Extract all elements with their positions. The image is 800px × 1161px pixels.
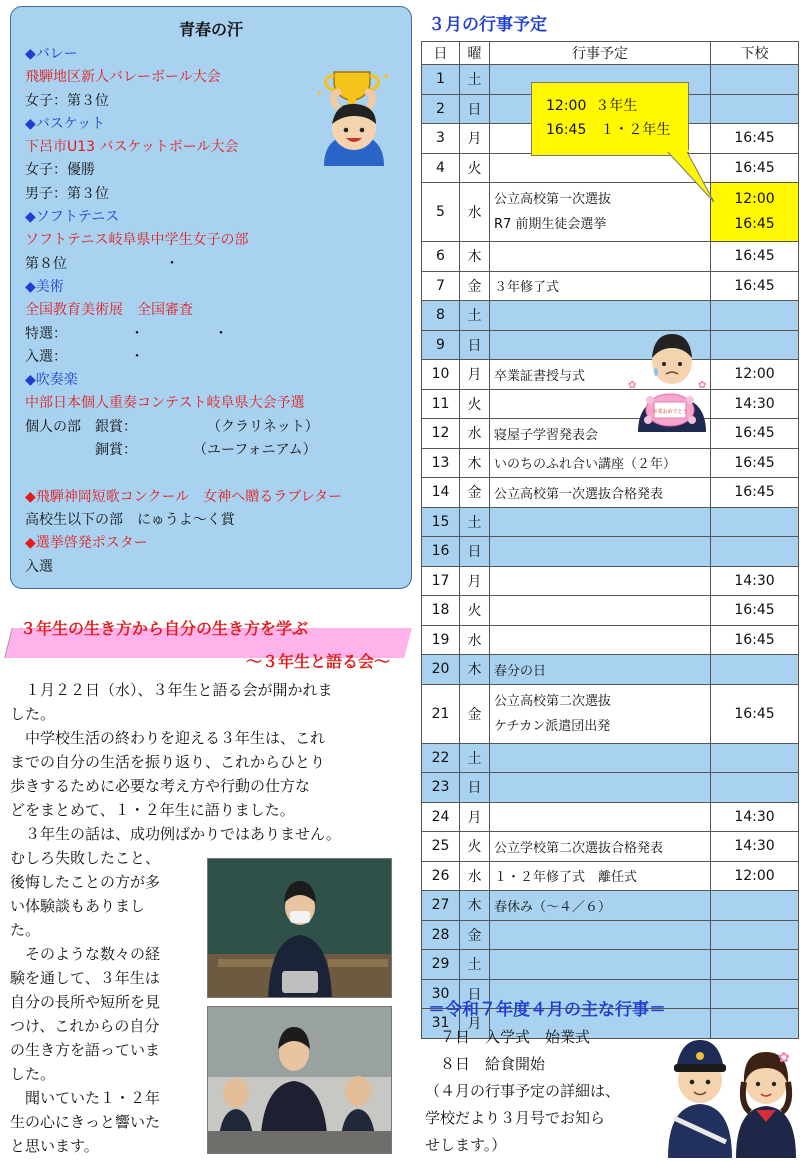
- article-line: そのような数々の経: [10, 945, 161, 963]
- schedule-day: 1: [422, 65, 460, 95]
- schedule-row: [422, 478, 799, 508]
- achievement-detail: 男子：第３位: [25, 185, 109, 202]
- schedule-row: [422, 861, 799, 891]
- schedule-dismissal-time: 16:45: [711, 242, 799, 272]
- article-line: 験を通して、３年生は: [10, 969, 160, 987]
- schedule-dismissal-time: 16:45: [711, 684, 799, 743]
- schedule-day: 19: [422, 625, 460, 655]
- header-dow: 曜: [460, 42, 490, 65]
- schedule-event: 寝屋子学習発表会: [490, 419, 711, 449]
- schedule-dismissal-time: [711, 920, 799, 950]
- schedule-event: 公立学校第二次選抜合格発表: [490, 832, 711, 862]
- graduate-illustration: [624, 332, 714, 432]
- schedule-event: [490, 802, 711, 832]
- schedule-weekday: 土: [460, 950, 490, 980]
- schedule-event: [490, 507, 711, 537]
- schedule-header-row: [422, 42, 799, 65]
- schedule-event: [490, 684, 711, 743]
- schedule-weekday: 金: [460, 684, 490, 743]
- schedule-dismissal-time: 16:45: [711, 625, 799, 655]
- schedule-weekday: 火: [460, 389, 490, 419]
- schedule-weekday: 木: [460, 242, 490, 272]
- schedule-day: 16: [422, 537, 460, 567]
- achievement-event: 飛騨地区新人バレーボール大会: [25, 69, 221, 86]
- header-dismissal: 下校: [711, 42, 799, 65]
- schedule-dismissal-time: 14:30: [711, 566, 799, 596]
- achievement-category: ◆美術: [25, 278, 64, 295]
- schedule-row: [422, 596, 799, 626]
- schedule-day: 3: [422, 124, 460, 154]
- schedule-weekday: 土: [460, 507, 490, 537]
- schedule-row: [422, 507, 799, 537]
- article-line: 生の心にきっと響いた: [10, 1113, 161, 1131]
- schedule-event: [490, 743, 711, 773]
- article-line: むしろ失敗したこと、: [10, 849, 161, 867]
- schedule-event: [490, 625, 711, 655]
- schedule-row: [422, 360, 799, 390]
- achievement-category: ◆飛騨神岡短歌コンクール 女神へ贈るラブレター: [25, 488, 343, 505]
- schedule-row: [422, 183, 799, 242]
- schedule-dismissal-time: [711, 507, 799, 537]
- achievement-detail: 入選： ・: [25, 348, 144, 365]
- schedule-weekday: 火: [460, 153, 490, 183]
- header-day: 日: [422, 42, 460, 65]
- achievement-detail: 入選: [25, 558, 53, 575]
- article-line: と思います。: [10, 1137, 99, 1155]
- schedule-day: 23: [422, 773, 460, 803]
- schedule-time-line: 16:45: [734, 216, 775, 232]
- schedule-day: 10: [422, 360, 460, 390]
- schedule-dismissal-time: [711, 655, 799, 685]
- schedule-event: [490, 242, 711, 272]
- schedule-dismissal-time: 16:45: [711, 596, 799, 626]
- schedule-day: 21: [422, 684, 460, 743]
- schedule-dismissal-time: 16:45: [711, 478, 799, 508]
- schedule-row: [422, 950, 799, 980]
- schedule-dismissal-time: 16:45: [711, 419, 799, 449]
- schedule-event: [490, 596, 711, 626]
- schedule-row: [422, 419, 799, 449]
- schedule-event: [490, 566, 711, 596]
- schedule-row: [422, 153, 799, 183]
- schedule-dismissal-time: 14:30: [711, 832, 799, 862]
- schedule-dismissal-time: 12:00: [711, 861, 799, 891]
- schedule-day: 8: [422, 301, 460, 331]
- schedule-dismissal-time: 16:45: [711, 271, 799, 301]
- schedule-dismissal-time: 16:45: [711, 448, 799, 478]
- article-line: した。: [10, 705, 56, 723]
- schedule-day: 28: [422, 920, 460, 950]
- schedule-row: [422, 891, 799, 921]
- schedule-event: ３年修了式: [490, 271, 711, 301]
- schedule-weekday: 日: [460, 979, 490, 1009]
- article-title: ３年生の生き方から自分の生き方を学ぶ: [20, 619, 309, 638]
- schedule-event: [490, 950, 711, 980]
- schedule-time-line: 12:00: [734, 191, 775, 207]
- schedule-weekday: 土: [460, 743, 490, 773]
- student-speaking-photo: [207, 858, 392, 998]
- schedule-weekday: 水: [460, 861, 490, 891]
- schedule-day: 30: [422, 979, 460, 1009]
- april-line: ８日 給食開始: [425, 1055, 546, 1073]
- schedule-weekday: 木: [460, 655, 490, 685]
- schedule-event: 卒業証書授与式: [490, 360, 711, 390]
- schedule-dismissal-time: 16:45: [711, 153, 799, 183]
- article-line: 聞いていた１・２年: [10, 1089, 161, 1107]
- svg-text:✿: ✿: [778, 1050, 790, 1066]
- april-line: （４月の行事予定の詳細は、: [425, 1082, 621, 1100]
- achievement-detail: 高校生以下の部 にゅうよ～く賞: [25, 511, 235, 528]
- achievement-detail: 銅賞： （ユーフォニアム）: [25, 442, 317, 459]
- schedule-row: [422, 330, 799, 360]
- schedule-day: 17: [422, 566, 460, 596]
- schedule-row: [422, 242, 799, 272]
- schedule-row: [422, 684, 799, 743]
- schedule-weekday: 土: [460, 301, 490, 331]
- schedule-weekday: 土: [460, 65, 490, 95]
- schedule-weekday: 火: [460, 596, 490, 626]
- achievement-detail: 特選： ・ ・: [25, 325, 228, 342]
- schedule-weekday: 金: [460, 271, 490, 301]
- new-students-illustration: [660, 1018, 800, 1158]
- schedule-event: １・２年修了式 離任式: [490, 861, 711, 891]
- achievement-event: ソフトテニス岐阜県中学生女子の部: [25, 232, 249, 249]
- article-line: つけ、これからの自分: [10, 1017, 160, 1035]
- dismissal-callout: [531, 82, 689, 156]
- achievement-category: ◆バスケット: [25, 115, 106, 132]
- article-line: 中学校生活の終わりを迎える３年生は、これ: [10, 729, 326, 747]
- article-line: 歩きするために必要な考え方や行動の仕方な: [10, 777, 311, 795]
- schedule-event-line: 公立高校第一次選抜: [494, 192, 612, 207]
- schedule-weekday: 金: [460, 478, 490, 508]
- schedule-dismissal-time: [711, 94, 799, 124]
- schedule-row: [422, 743, 799, 773]
- schedule-weekday: 水: [460, 183, 490, 242]
- schedule-row: [422, 625, 799, 655]
- article-subtitle: ～３年生と語る会～: [245, 652, 390, 671]
- april-events-title: ＝令和７年度４月の主な行事＝: [428, 1000, 666, 1020]
- schedule-row: [422, 655, 799, 685]
- schedule-event: 公立高校第一次選抜合格発表: [490, 478, 711, 508]
- schedule-day: 9: [422, 330, 460, 360]
- schedule-weekday: 月: [460, 1009, 490, 1039]
- schedule-dismissal-time: [711, 537, 799, 567]
- schedule-weekday: 木: [460, 891, 490, 921]
- schedule-day: 4: [422, 153, 460, 183]
- article-line: い体験談もありまし: [10, 897, 146, 915]
- schedule-event-line: 公立高校第二次選抜: [494, 693, 612, 709]
- callout-line-1: 12:00 ３年生: [546, 98, 638, 114]
- april-events-list: [425, 1024, 620, 1159]
- april-line: せします。）: [425, 1136, 507, 1154]
- schedule-row: [422, 566, 799, 596]
- schedule-row: [422, 920, 799, 950]
- header-event: 行事予定: [490, 42, 711, 65]
- schedule-event: 春分の日: [490, 655, 711, 685]
- schedule-dismissal-time: 14:30: [711, 389, 799, 419]
- schedule-day: 24: [422, 802, 460, 832]
- schedule-dismissal-time: [711, 65, 799, 95]
- schedule-day: 29: [422, 950, 460, 980]
- article-line: 後悔したことの方が多: [10, 873, 161, 891]
- article-line: 自分の長所や短所を見: [10, 993, 161, 1011]
- schedule-event-line: R7 前期生徒会選挙: [494, 217, 607, 232]
- achievement-detail: 第８位 ・: [25, 255, 179, 272]
- schedule-day: 2: [422, 94, 460, 124]
- schedule-day: 25: [422, 832, 460, 862]
- schedule-dismissal-time: [711, 979, 799, 1009]
- achievement-category: ◆吹奏楽: [25, 372, 78, 389]
- graduation-sign-text: 卒業おめでとう: [652, 409, 688, 415]
- achievements-title: 青春の汗: [178, 20, 243, 39]
- schedule-event: 春休み（～４／６）: [490, 891, 711, 921]
- schedule-day: 7: [422, 271, 460, 301]
- article-line: の生き方を語っていま: [10, 1041, 161, 1059]
- schedule-row: [422, 773, 799, 803]
- schedule-day: 20: [422, 655, 460, 685]
- achievement-category: ◆選挙啓発ポスター: [25, 535, 148, 552]
- article-line: １月２２日（水）、３年生と語る会が開かれま: [10, 681, 333, 699]
- schedule-dismissal-time: [711, 950, 799, 980]
- schedule-event: いのちのふれ合い講座（２年）: [490, 448, 711, 478]
- schedule-weekday: 月: [460, 802, 490, 832]
- achievement-detail: 個人の部 銀賞： （クラリネット）: [25, 418, 319, 435]
- schedule-weekday: 日: [460, 330, 490, 360]
- callout-line-2: 16:45 １・２年生: [546, 122, 671, 138]
- schedule-row: [422, 301, 799, 331]
- schedule-dismissal-time: [711, 773, 799, 803]
- schedule-day: 5: [422, 183, 460, 242]
- schedule-day: 6: [422, 242, 460, 272]
- schedule-dismissal-time: 12:00: [711, 360, 799, 390]
- schedule-day: 15: [422, 507, 460, 537]
- schedule-weekday: 日: [460, 94, 490, 124]
- svg-text:✦: ✦: [382, 72, 391, 83]
- schedule-day: 31: [422, 1009, 460, 1039]
- schedule-row: [422, 802, 799, 832]
- schedule-weekday: 月: [460, 566, 490, 596]
- schedule-dismissal-time: [711, 891, 799, 921]
- students-listening-photo: [207, 1006, 392, 1154]
- schedule-weekday: 日: [460, 537, 490, 567]
- schedule-day: 26: [422, 861, 460, 891]
- schedule-row: [422, 271, 799, 301]
- achievement-detail: 女子：優勝: [25, 162, 95, 179]
- schedule-weekday: 火: [460, 832, 490, 862]
- schedule-day: 27: [422, 891, 460, 921]
- schedule-dismissal-time: [711, 743, 799, 773]
- schedule-row: [422, 389, 799, 419]
- article-line: ３年生の話は、成功例ばかりではありません。: [10, 825, 341, 843]
- schedule-weekday: 木: [460, 448, 490, 478]
- schedule-day: 22: [422, 743, 460, 773]
- schedule-row: [422, 537, 799, 567]
- schedule-day: 18: [422, 596, 460, 626]
- schedule-dismissal-time: 16:45: [711, 124, 799, 154]
- article-line: た。: [10, 921, 41, 939]
- schedule-event-line: ケチカン派遣団出発: [494, 718, 611, 734]
- schedule-dismissal-time: [711, 301, 799, 331]
- april-line: ７日 入学式 始業式: [425, 1028, 591, 1046]
- article-line: までの自分の生活を振り返り、これからひとり: [10, 753, 326, 771]
- trophy-kid-illustration: [306, 66, 406, 166]
- schedule-dismissal-time: 14:30: [711, 802, 799, 832]
- schedule-day: 14: [422, 478, 460, 508]
- schedule-day: 12: [422, 419, 460, 449]
- schedule-day: 13: [422, 448, 460, 478]
- schedule-weekday: 月: [460, 360, 490, 390]
- callout-pointer: [664, 150, 724, 210]
- schedule-table: [421, 41, 799, 1039]
- achievement-detail: [25, 462, 397, 485]
- achievement-detail: 女子：第３位: [25, 92, 109, 109]
- schedule-dismissal-time: [711, 330, 799, 360]
- article-wide-text: [10, 678, 405, 846]
- schedule-weekday: 日: [460, 773, 490, 803]
- achievement-event: 中部日本個人重奏コンテスト岐阜県大会予選: [25, 395, 305, 412]
- schedule-weekday: 金: [460, 920, 490, 950]
- schedule-row: [422, 448, 799, 478]
- schedule-weekday: 月: [460, 124, 490, 154]
- schedule-day: 11: [422, 389, 460, 419]
- schedule-title: ３月の行事予定: [428, 15, 547, 35]
- achievement-event: 全国教育美術展 全国審査: [25, 302, 193, 319]
- achievement-event: 下呂市U13 バスケットボール大会: [25, 139, 239, 156]
- article-line: した。: [10, 1065, 56, 1083]
- svg-text:✿: ✿: [628, 380, 637, 391]
- schedule-event: [490, 301, 711, 331]
- schedule-weekday: 水: [460, 625, 490, 655]
- schedule-event: [490, 537, 711, 567]
- svg-text:✦: ✦: [316, 89, 323, 98]
- svg-text:✿: ✿: [698, 380, 707, 391]
- achievement-category: ◆ソフトテニス: [25, 209, 120, 226]
- achievement-category: ◆バレー: [25, 46, 78, 62]
- schedule-weekday: 水: [460, 419, 490, 449]
- schedule-event: [490, 920, 711, 950]
- april-line: 学校だより３月号でお知ら: [425, 1109, 606, 1127]
- schedule-row: [422, 832, 799, 862]
- article-line: どをまとめて、１・２年生に語りました。: [10, 801, 295, 819]
- schedule-event: [490, 773, 711, 803]
